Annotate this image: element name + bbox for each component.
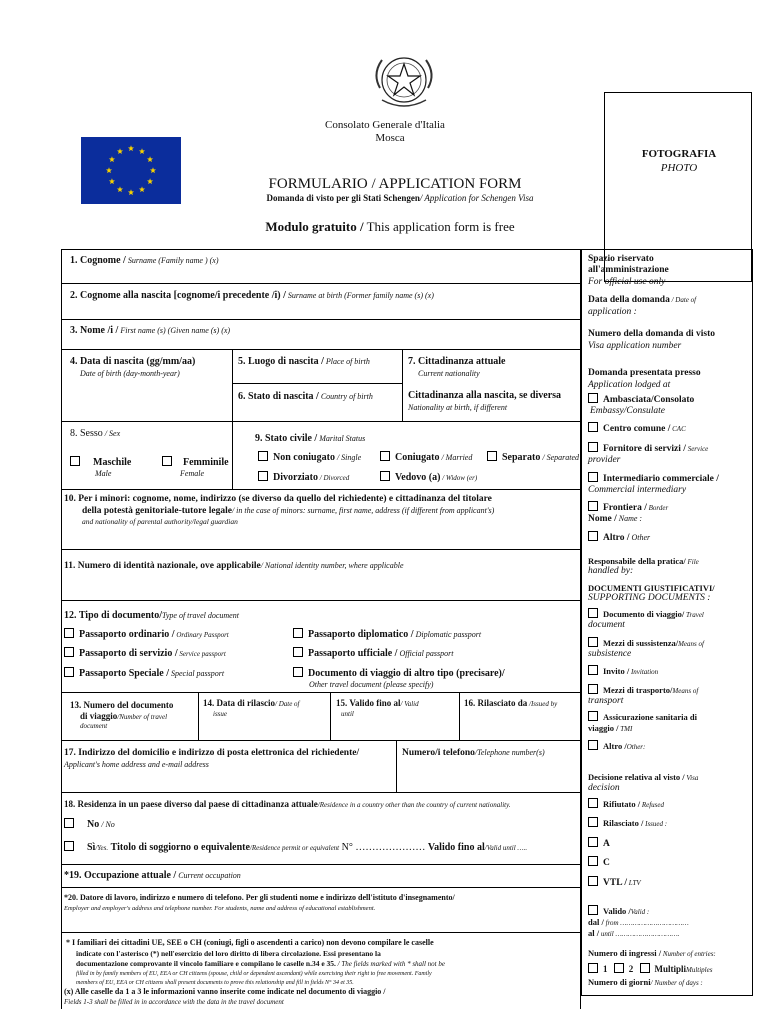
note-family-l3i: / The fields marked with * shall not be <box>335 960 445 968</box>
photo-label: FOTOGRAFIA <box>641 148 717 160</box>
ordinary-passport-checkbox[interactable] <box>64 628 74 638</box>
issued-by-en: /Issued by <box>527 700 558 708</box>
other-doc-en: Other: <box>626 743 646 751</box>
official-passport-en: Official passport <box>397 649 454 658</box>
note-fields-1-3: (x) Alle caselle da 1 a 3 le informazioni vanno inserite come indicate nel documento di viaggio / <box>64 987 386 996</box>
divorced-label: Divorziato <box>273 472 318 483</box>
issued-by-it: 16. Rilasciato da <box>464 698 528 708</box>
intermediary-en: Commercial intermediary <box>588 485 687 495</box>
form-subtitle-it: Domanda di visto per gli Stati Schengen <box>266 193 420 203</box>
field-doc-type-label <box>64 610 239 622</box>
border-name-it: Nome / <box>588 514 617 524</box>
female-checkbox[interactable] <box>162 456 172 466</box>
field-surname-label[interactable] <box>70 255 218 267</box>
decision-en2: decision <box>588 783 620 793</box>
note-family-members: * I familiari dei cittadini UE, SEE o CH (coniugi, figli o ascendenti a carico) non devono compilare le caselle <box>66 938 434 947</box>
intermediary-checkbox[interactable] <box>588 472 598 482</box>
transport-checkbox[interactable] <box>588 684 598 694</box>
special-passport-checkbox[interactable] <box>64 667 74 677</box>
form-subtitle-en: / Application for Schengen Visa <box>419 193 534 203</box>
lodged-embassy-option[interactable] <box>588 393 694 406</box>
service-passport-label: Passaporto di servizio / <box>79 648 178 659</box>
valid-until-en2: until <box>341 710 354 718</box>
field-phone-label[interactable] <box>402 747 545 759</box>
travel-doc-en2: document <box>588 620 625 630</box>
decision-vtl-option[interactable] <box>588 876 641 889</box>
note-family-line4: filled in by family members of EU, EEA or CH citizens (spouse, child or dependent ascendant) while exercising their right to free movement. Family <box>76 971 432 977</box>
issue-date-it: 14. Data di rilascio <box>203 698 275 708</box>
valid-until-it-side: al / <box>588 928 600 938</box>
cac-checkbox[interactable] <box>588 422 598 432</box>
occupation-en: Current occupation <box>176 871 241 880</box>
form-subtitle <box>0 193 770 203</box>
field-first-name-it: 3. Nome /i / <box>70 325 119 336</box>
male-checkbox[interactable] <box>70 456 80 466</box>
refused-en: Refused <box>640 801 664 809</box>
embassy-en: Embassy/Consulate <box>590 406 665 416</box>
doc-diplomatic-option[interactable] <box>293 628 481 641</box>
field-minors-guardian: della potestà genitoriale-tutore legale <box>82 506 232 516</box>
special-passport-label: Passaporto Speciale / <box>79 668 169 679</box>
decision-refused-option[interactable] <box>588 798 664 811</box>
lodged-other-option[interactable] <box>588 531 650 544</box>
vtl-label: VTL / <box>603 878 628 888</box>
residence-en: /Residence in a country other than the country of current nationality. <box>317 801 511 809</box>
marital-widow-option[interactable] <box>380 471 477 484</box>
photo-label-en: PHOTO <box>660 162 698 174</box>
residence-yes-en: /Yes. <box>95 844 109 852</box>
field-surname-birth-label[interactable] <box>70 290 434 302</box>
insurance-label: Assicurazione sanitaria di <box>603 712 697 722</box>
residence-no-checkbox[interactable] <box>64 818 74 828</box>
insurance-line2 <box>588 723 632 735</box>
border-label: Frontiera / <box>603 503 647 513</box>
valid-checkbox[interactable] <box>588 905 598 915</box>
consulate-name: Consolato Generale d'Italia <box>325 119 445 131</box>
note-fields-1-3-en: Fields 1-3 shall be filled in in accordance with the data in the travel document <box>64 998 284 1006</box>
divorced-checkbox[interactable] <box>258 471 268 481</box>
issued-checkbox[interactable] <box>588 817 598 827</box>
field-pob-it: 5. Luogo di nascita / <box>238 356 324 367</box>
entries-it: Numero di ingressi / <box>588 948 662 958</box>
married-label-en: / Married <box>439 453 473 462</box>
valid-en: Valid : <box>630 908 650 916</box>
permit-label: Titolo di soggiorno o equivalente <box>110 842 250 853</box>
cac-label: Centro comune / <box>603 424 671 434</box>
field-nationality-birth-label[interactable]: Cittadinanza alla nascita, se diversa <box>408 390 562 401</box>
border-checkbox[interactable] <box>588 501 598 511</box>
field-sex-label <box>70 428 120 440</box>
residence-yes-label: Sì <box>87 842 96 853</box>
doc-official-option[interactable] <box>293 647 453 660</box>
field-nationality-label[interactable] <box>408 356 506 368</box>
doc-number-travel: di viaggio <box>80 711 118 721</box>
field-nationality-birth-en: Nationality at birth, if different <box>408 403 508 412</box>
transport-en: Means of <box>672 687 699 695</box>
field-nationality-it: 7. Cittadinanza attuale <box>408 356 506 367</box>
provider-en: Service <box>685 445 709 453</box>
widow-label-en: / Widow (er) <box>440 474 478 482</box>
residence-yes-option[interactable] <box>64 841 527 854</box>
marital-divorced-option[interactable] <box>258 471 349 484</box>
field-surname-birth-it: 2. Cognome alla nascita [cognome/i precedente /i) / <box>70 290 286 301</box>
days-field[interactable] <box>588 977 703 989</box>
app-number-label[interactable]: Numero della domanda di visto <box>588 329 716 339</box>
c-label: C <box>603 858 610 868</box>
transport-en2: transport <box>588 696 624 706</box>
entry-multi-label: Multipli <box>654 964 687 974</box>
valid-from-en: from …………………………… <box>603 919 689 927</box>
cac-en: CAC <box>670 425 686 433</box>
days-it: Numero di giorni <box>588 977 651 987</box>
field-national-id-label[interactable] <box>64 560 404 572</box>
ordinary-passport-en: Ordinary Passport <box>174 631 229 639</box>
field-surname-en: Surname (Family name ) (x) <box>125 256 219 265</box>
field-employer-label[interactable]: *20. Datore di lavoro, indirizzo e numero di telefono. Per gli studenti nome e indirizzo dell'istituto d'insegnamento/ <box>64 893 455 902</box>
doc-invite-option[interactable] <box>588 665 658 678</box>
note-family-l3: documentazione comprovante il vincolo familiare e compilano le caselle n.34 e 35. <box>76 959 336 968</box>
embassy-label: Ambasciata/Consolato <box>603 395 695 405</box>
field-minors-guardian-en: / in the case of minors: surname, first name, address (if different from applicant's) <box>231 506 495 515</box>
provider-en2: provider <box>588 455 621 465</box>
separated-label: Separato <box>502 452 541 463</box>
days-en: / Number of days : <box>650 979 703 987</box>
handled-by-it: Responsabile della pratica/ <box>588 556 686 566</box>
invite-label: Invito / <box>603 666 630 676</box>
residence-no-option[interactable] <box>64 818 115 831</box>
travel-doc-checkbox[interactable] <box>588 608 598 618</box>
separated-checkbox[interactable] <box>487 451 497 461</box>
entries-label <box>588 948 716 960</box>
reserved-label-en: For official use only <box>588 277 666 287</box>
issued-label: Rilasciato / <box>603 818 644 828</box>
field-address-en: Applicant's home address and e-mail address <box>64 760 209 769</box>
marital-separated-option[interactable] <box>487 451 579 464</box>
travel-doc-en: Travel <box>684 611 704 619</box>
provider-checkbox[interactable] <box>588 442 598 452</box>
other-document-label: Documento di viaggio di altro tipo (precisare)/ <box>308 668 505 679</box>
residence-no-en: / No <box>99 820 115 829</box>
entries-options <box>588 963 712 976</box>
entries-en: Number of entries: <box>661 950 716 958</box>
entry-multi-checkbox[interactable] <box>640 963 650 973</box>
valid-until-field[interactable] <box>588 928 679 940</box>
special-passport-en: Special passport <box>169 669 225 678</box>
single-label: Non coniugato <box>273 452 335 463</box>
official-passport-label: Passaporto ufficiale / <box>308 648 398 659</box>
field-nationality-en: Current nationality <box>418 369 480 378</box>
insurance-it2: viaggio / <box>588 723 619 733</box>
valid-label: Valido / <box>603 906 631 916</box>
permit-valid-label: Valido fino al <box>427 842 485 853</box>
reserved-label-2: all'amministrazione <box>588 265 669 275</box>
vtl-en: LTV <box>627 879 641 887</box>
widow-label: Vedovo (a) <box>395 472 441 483</box>
app-date-en2: application : <box>588 307 637 317</box>
field-surname-it: 1. Cognome / <box>70 255 126 266</box>
decision-en: Visa <box>684 774 699 782</box>
other-doc-label: Altro / <box>603 741 627 751</box>
decision-it: Decisione relativa al visto / <box>588 772 685 782</box>
lodged-provider-option[interactable] <box>588 442 708 455</box>
field-employer-en: Employer and employer's address and telephone number. For students, name and address of educational establishment. <box>64 905 376 912</box>
entry-1-checkbox[interactable] <box>588 963 598 973</box>
a-checkbox[interactable] <box>588 837 598 847</box>
app-date-en: / Date of <box>669 296 697 304</box>
widow-checkbox[interactable] <box>380 471 390 481</box>
decision-issued-option[interactable] <box>588 817 667 830</box>
field-sex-en: / Sex <box>102 429 121 438</box>
lodged-label: Domanda presentata presso <box>588 368 701 378</box>
other-lodged-en: Other <box>629 533 651 542</box>
handled-by-en: File <box>685 558 699 566</box>
c-checkbox[interactable] <box>588 856 598 866</box>
service-passport-checkbox[interactable] <box>64 647 74 657</box>
other-document-checkbox[interactable] <box>293 667 303 677</box>
service-passport-en: Service passport <box>177 650 226 658</box>
other-lodged-checkbox[interactable] <box>588 531 598 541</box>
transport-label: Mezzi di trasporto/ <box>603 685 673 695</box>
lodged-en: Application lodged at <box>588 380 671 390</box>
field-residence-label <box>64 798 511 811</box>
field-cob-it: 6. Stato di nascita / <box>238 391 319 402</box>
doc-ordinary-option[interactable] <box>64 628 229 641</box>
single-checkbox[interactable] <box>258 451 268 461</box>
provider-label: Fornitore di servizi / <box>603 444 686 454</box>
field-cob-label[interactable] <box>238 391 373 403</box>
app-date-label[interactable] <box>588 295 696 306</box>
note-family-line2: indicate con l'asterisco (*) nell'esercizio del loro diritto di libera circolazione. Essi presentano la <box>76 949 381 958</box>
occupation-it: *19. Occupazione attuale / <box>64 870 177 881</box>
field-minors-label[interactable]: 10. Per i minori: cognome, nome, indirizzo (se diverso da quello del richiedente) e cittadinanza del titolare <box>64 494 492 504</box>
official-passport-checkbox[interactable] <box>293 647 303 657</box>
reserved-label: Spazio riservato <box>588 254 654 264</box>
field-issued-by-label[interactable] <box>464 697 557 710</box>
decision-c-option[interactable] <box>588 856 610 869</box>
a-label: A <box>603 839 610 849</box>
invite-checkbox[interactable] <box>588 665 598 675</box>
vtl-checkbox[interactable] <box>588 876 598 886</box>
entry-2-label: 2 <box>628 964 634 974</box>
residence-no-label: No <box>87 819 100 830</box>
free-notice-en: This application form is free <box>363 219 515 234</box>
field-doc-number-line3: document <box>80 722 108 730</box>
field-sex-it: 8. Sesso <box>70 428 103 439</box>
refused-label: Rifiutato / <box>603 799 641 809</box>
issue-date-en: / Date of <box>275 700 300 708</box>
married-checkbox[interactable] <box>380 451 390 461</box>
field-marital-en: Marital Status <box>317 434 366 443</box>
entry-multi-en: Multiples <box>686 966 713 974</box>
field-marital-label <box>255 433 365 445</box>
lodged-intermediary-option[interactable] <box>588 472 719 485</box>
other-document-en: Other travel document (please specify) <box>309 680 434 689</box>
single-label-en: / Single <box>334 453 362 462</box>
permit-number[interactable]: N° ………………… <box>341 842 426 853</box>
field-occupation-label[interactable] <box>64 870 241 882</box>
field-national-id-it: 11. Numero di identità nazionale, ove applicabile <box>64 561 261 571</box>
married-label: Coniugato <box>395 452 440 463</box>
field-doc-number-label[interactable]: 13. Numero del documento <box>70 700 174 710</box>
italian-republic-emblem-icon <box>368 50 440 114</box>
marital-single-option[interactable] <box>258 451 361 464</box>
border-name-en: Name : <box>616 514 643 523</box>
permit-valid-en[interactable]: /Valid until ….. <box>484 844 528 852</box>
border-name-field[interactable] <box>588 513 642 525</box>
field-address-label[interactable]: 17. Indirizzo del domicilio e indirizzo di posta elettronica del richiedente/ <box>64 748 360 758</box>
marital-married-option[interactable] <box>380 451 472 464</box>
means-en2: subsistence <box>588 649 632 659</box>
residence-it: 18. Residenza in un paese diverso dal paese di cittadinanza attuale <box>64 799 318 809</box>
intermediary-label: Intermediario commerciale / <box>603 474 719 484</box>
phone-en: /Telephone number(s) <box>474 748 545 757</box>
doc-service-option[interactable] <box>64 647 226 660</box>
supporting-docs-label: DOCUMENTI GIUSTIFICATIVI/ <box>588 583 715 593</box>
form-title: FORMULARIO / APPLICATION FORM <box>268 176 522 192</box>
ordinary-passport-label: Passaporto ordinario / <box>79 629 175 640</box>
means-en: Means of <box>678 640 704 648</box>
other-lodged-label: Altro / <box>603 533 630 543</box>
app-number-en: Visa application number <box>588 341 682 351</box>
field-doc-type-en: Type of travel document <box>162 611 239 620</box>
male-label-en: Male <box>95 469 112 478</box>
travel-doc-label: Documento di viaggio/ <box>603 609 685 619</box>
field-dob-en: Date of birth (day-month-year) <box>80 369 180 378</box>
other-doc-checkbox[interactable] <box>588 740 598 750</box>
phone-it: Numero/i telefono <box>402 748 475 758</box>
issue-date-en2: issue <box>213 710 227 718</box>
field-marital-it: 9. Stato civile / <box>255 433 318 444</box>
field-first-name-label[interactable] <box>70 325 230 337</box>
male-label: Maschile <box>93 457 132 468</box>
diplomatic-passport-checkbox[interactable] <box>293 628 303 638</box>
field-minors-line3: and nationality of parental authority/legal guardian <box>82 517 238 526</box>
entry-2-checkbox[interactable] <box>614 963 624 973</box>
field-cob-en: Country of birth <box>318 392 373 401</box>
divorced-label-en: / Divorced <box>318 474 350 482</box>
residence-yes-checkbox[interactable] <box>64 841 74 851</box>
field-doc-type-it: 12. Tipo di documento/ <box>64 610 162 621</box>
field-first-name-en: First name (s) (Given name (s) (x) <box>118 326 231 335</box>
separated-label-en: / Separated <box>540 453 580 462</box>
issued-en: Issued : <box>643 820 668 828</box>
free-notice <box>0 219 770 235</box>
field-pob-en: Place of birth <box>323 357 370 366</box>
insurance-checkbox[interactable] <box>588 711 598 721</box>
female-label: Femminile <box>183 457 229 468</box>
permit-en: /Residence permit or equivalent <box>249 844 340 852</box>
diplomatic-passport-label: Passaporto diplomatico / <box>308 629 414 640</box>
free-notice-it: Modulo gratuito / <box>265 219 364 234</box>
border-en: Border <box>646 504 669 512</box>
embassy-checkbox[interactable] <box>588 393 598 403</box>
invite-en: Invitation <box>629 668 659 676</box>
valid-from-it: dal / <box>588 917 604 927</box>
entry-1-label: 1 <box>603 964 608 974</box>
diplomatic-passport-en: Diplomatic passport <box>413 630 482 639</box>
doc-number-travel-en: /Number of travel <box>117 713 168 721</box>
field-national-id-en: / National identity number, where applicable <box>260 561 404 570</box>
field-dob-label[interactable] <box>70 356 195 368</box>
refused-checkbox[interactable] <box>588 798 598 808</box>
valid-until-it: 15. Valido fino al <box>336 698 401 708</box>
means-checkbox[interactable] <box>588 637 598 647</box>
field-dob-it: 4. Data di nascita (gg/mm/aa) <box>70 356 196 367</box>
consulate-city: Mosca <box>375 132 405 144</box>
field-pob-label[interactable] <box>238 356 370 368</box>
decision-a-option[interactable] <box>588 837 610 850</box>
means-label: Mezzi di sussistenza/ <box>603 638 679 648</box>
handled-by-en2: handled by: <box>588 566 634 576</box>
female-label-en: Female <box>180 469 204 478</box>
insurance-en: TMI <box>618 725 633 733</box>
note-family-line5: members of EU, EEA or CH citizens shall present documents to prove this relationship and fill in fields N° 34 et 35. <box>76 980 354 986</box>
supporting-docs-en: SUPPORTING DOCUMENTS : <box>588 593 711 603</box>
doc-special-option[interactable] <box>64 667 224 680</box>
app-date-it: Data della domanda <box>588 295 670 305</box>
doc-other-option[interactable] <box>588 740 645 753</box>
field-surname-birth-en: Surname at birth (Former family name (s) (x) <box>285 291 434 300</box>
valid-until-en-side: until …………………………. <box>599 930 680 938</box>
valid-until-en: / Valid <box>400 700 419 708</box>
lodged-cac-option[interactable] <box>588 422 686 435</box>
